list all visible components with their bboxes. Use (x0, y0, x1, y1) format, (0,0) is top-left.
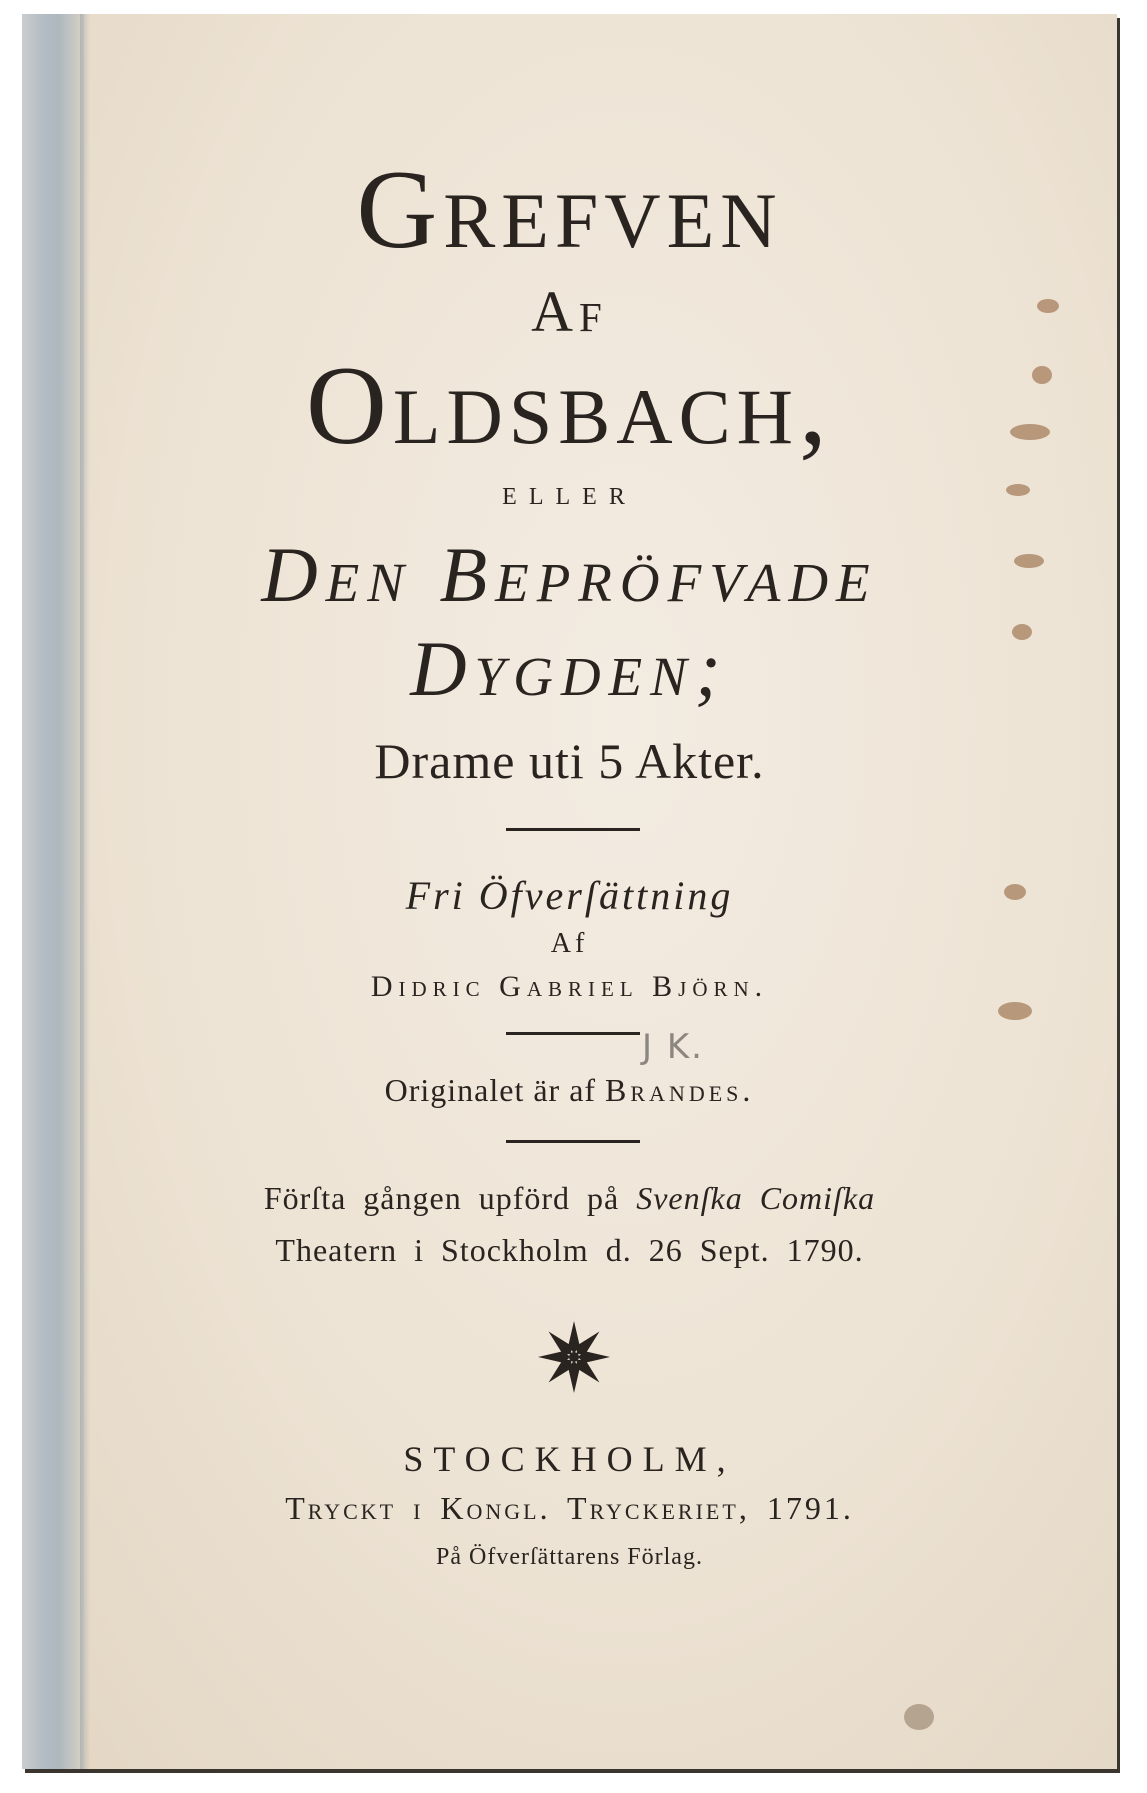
title-line-2: Af (531, 279, 608, 344)
subtitle-line-2: Dygden; (410, 625, 729, 712)
title-page-text (22, 14, 1117, 1769)
pencil-annotation: J K. (642, 1027, 704, 1067)
title-page (22, 14, 1117, 1769)
title-line-3: Oldsbach, (306, 344, 833, 468)
divider-rule (506, 828, 640, 831)
imprint-printer: Tryckt i Kongl. Tryckeriet, 1791. (285, 1490, 854, 1526)
translation-label: Fri Öfverſättning (405, 873, 734, 918)
performance-line-1 (22, 1180, 1117, 1217)
subtitle-line-1: Den Bepröfvade (261, 531, 878, 618)
imprint-publisher: På Öfverſättarens Förlag. (436, 1544, 703, 1570)
genre-line: Drame uti 5 Akter. (374, 733, 765, 789)
original-prefix: Originalet är af (384, 1072, 606, 1108)
performance-prefix: Förſta gången upförd på (263, 1180, 637, 1216)
performance-line-2: Theatern i Stockholm d. 26 Sept. 1790. (275, 1232, 864, 1268)
original-author: Brandes. (605, 1072, 755, 1108)
translation-af: Af (550, 928, 589, 959)
divider-rule (506, 1140, 640, 1143)
original-author-line (22, 1072, 1117, 1109)
divider-rule (506, 1032, 640, 1035)
eller-connector: ELLER (502, 484, 637, 510)
theatre-name: Svenſka Comiſka (636, 1180, 876, 1216)
star-ornament-icon (534, 1317, 614, 1397)
translator-name: Didric Gabriel Björn. (370, 970, 769, 1003)
title-line-1: Grefven (356, 148, 783, 272)
imprint-city: STOCKHOLM, (403, 1439, 736, 1479)
